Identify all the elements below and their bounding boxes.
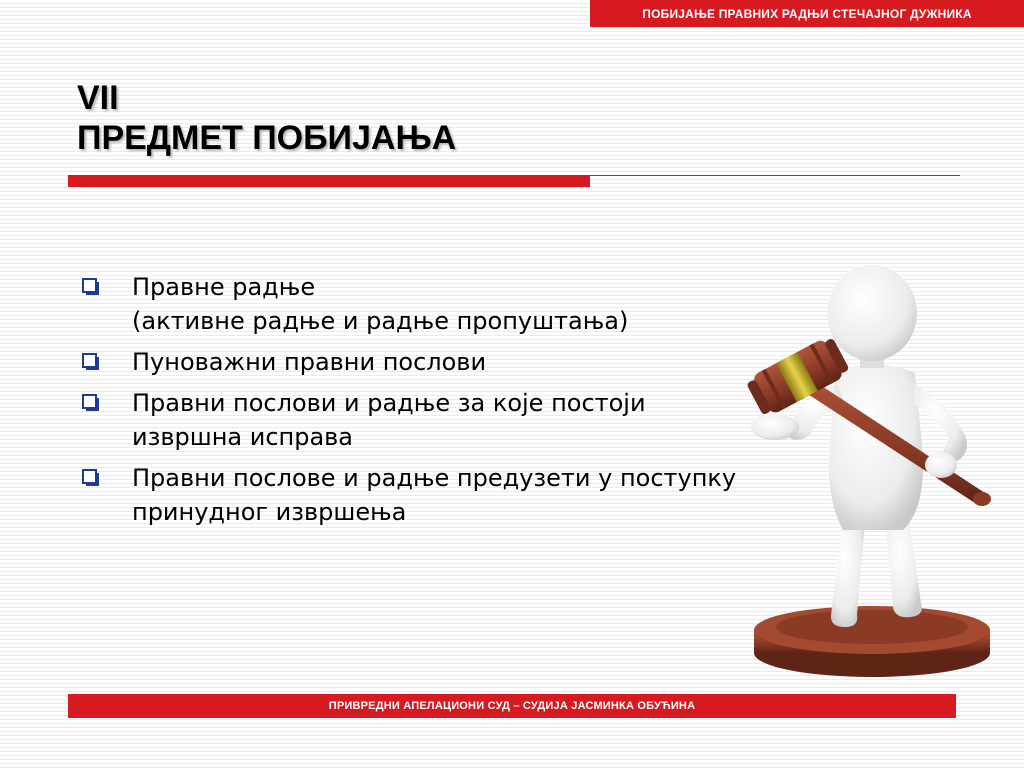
judge-figure-with-gavel (735, 255, 1020, 685)
header-banner (590, 0, 1024, 27)
bullet-item (82, 461, 752, 529)
checkbox-bullet-icon (82, 278, 100, 296)
title-underline-red (68, 175, 590, 187)
checkbox-bullet-icon (82, 469, 100, 487)
bullet-text: Правне радње (132, 273, 316, 301)
title-underline-thin (590, 175, 960, 176)
title-number: VII (77, 79, 119, 117)
bullet-text: Правни послови и радње за које постоји извршна исправа (132, 389, 646, 451)
title-text: ПРЕДМЕТ ПОБИЈАЊА (77, 119, 457, 157)
bullet-item (82, 270, 752, 304)
header-text: ПОБИЈАЊЕ ПРАВНИХ РАДЊИ СТЕЧАЈНОГ ДУЖНИКА (642, 6, 972, 21)
checkbox-bullet-icon (82, 353, 100, 371)
bullet-continuation (82, 304, 752, 338)
bullet-text: Правни послове и радње предузети у поступку принудног извршења (132, 464, 737, 526)
bullet-continuation-text: (активне радње и радње пропуштања) (132, 307, 629, 335)
bullet-list (82, 270, 752, 536)
bullet-item (82, 386, 752, 454)
bullet-item (82, 345, 752, 379)
bullet-text: Пуноважни правни послови (132, 348, 487, 376)
slide-title (77, 78, 456, 158)
footer-banner (68, 694, 956, 718)
footer-text: ПРИВРЕДНИ АПЕЛАЦИОНИ СУД – СУДИЈА ЈАСМИНКА ОБУЋИНА (328, 700, 696, 712)
checkbox-bullet-icon (82, 394, 100, 412)
